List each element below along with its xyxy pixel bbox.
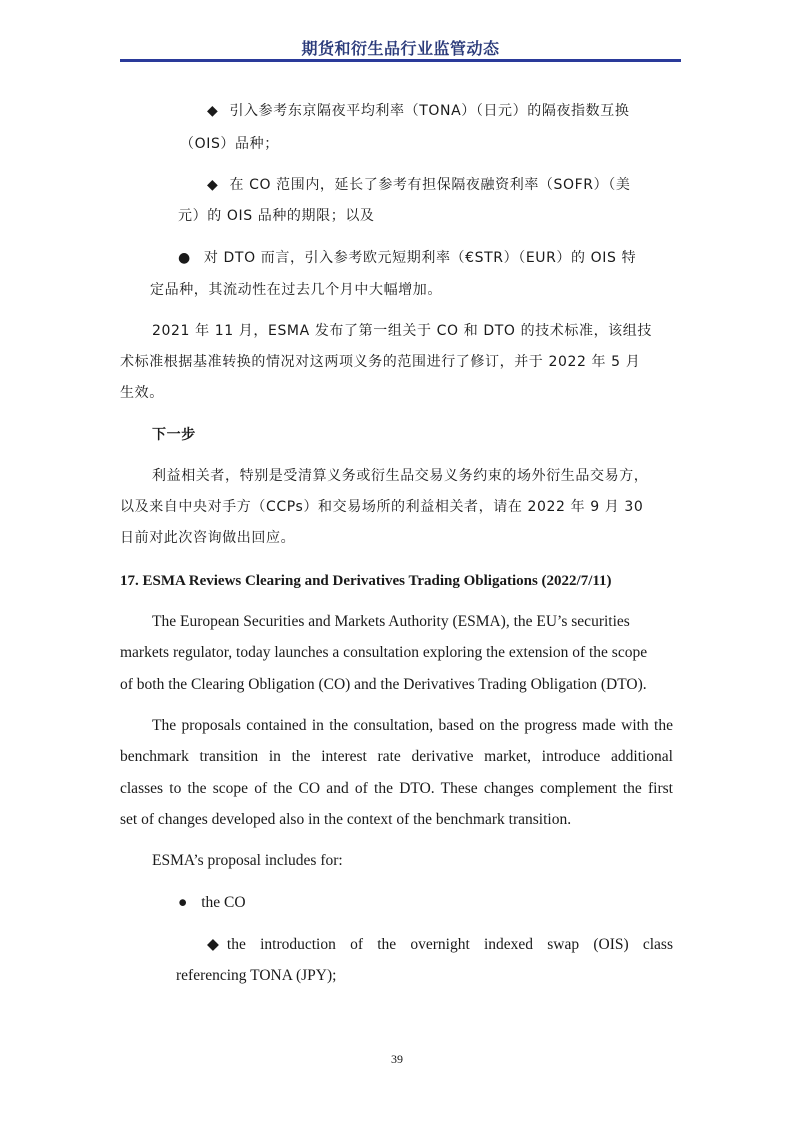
header-rule [120,59,681,62]
paragraph-line: The European Securities and Markets Authority (ESMA), the EU’s securities [152,613,630,630]
list-item [207,175,630,195]
list-item-text: the introduction of the overnight indexed swap (OIS) class [226,936,673,953]
paragraph-line: 以及来自中央对手方（CCPs）和交易场所的利益相关者，请在 2022 年 9 月 30 [120,499,644,515]
paragraph-line: 利益相关者，特别是受清算义务或衍生品交易义务约束的场外衍生品交易方， [152,468,649,484]
paragraph-line: set of changes developed also in the context of the benchmark transition. [120,811,572,828]
list-item [207,101,629,121]
paragraph-line: 术标准根据基准转换的情况对这两项义务的范围进行了修订，并于 2022 年 5 月 [120,354,641,370]
paragraph-line: The proposals contained in the consultation, based on the progress made with the [152,717,673,734]
paragraph-line: benchmark transition in the interest rate derivative market, introduce additional [120,748,673,765]
circle-bullet-icon: ● [178,250,191,266]
paragraph-line: ESMA’s proposal includes for: [152,852,343,869]
paragraph-line: of both the Clearing Obligation (CO) and the Derivatives Trading Obligation (DTO). [120,676,647,693]
circle-bullet-icon: ● [178,894,188,911]
diamond-bullet-icon: ◆ [207,177,219,193]
paragraph-line: classes to the scope of the CO and of the DTO. These changes complement the first [120,780,673,797]
list-item-continuation: 元）的 OIS 品种的期限；以及 [178,208,375,224]
paragraph-line: markets regulator, today launches a consultation exploring the extension of the scope [120,644,648,661]
section-heading: 17. ESMA Reviews Clearing and Derivatives Trading Obligations (2022/7/11) [120,573,612,589]
paragraph-line: 2021 年 11 月，ESMA 发布了第一组关于 CO 和 DTO 的技术标准，该组技 [152,323,652,339]
page-number: 39 [391,1052,403,1066]
list-item [178,893,246,913]
list-item-continuation: referencing TONA (JPY); [176,967,337,984]
page-header-title: 期货和衍生品行业监管动态 [301,39,500,58]
list-item-text: the CO [201,894,246,911]
diamond-bullet-icon: ◆ [207,936,219,953]
list-item-continuation: （OIS）品种； [180,136,279,152]
subheading-next-step: 下一步 [152,427,196,443]
list-item-text: 对 DTO 而言，引入参考欧元短期利率（€STR）（EUR）的 OIS 特 [203,250,637,266]
list-item-text: 引入参考东京隔夜平均利率（TONA）（日元）的隔夜指数互换 [229,103,630,119]
diamond-bullet-icon: ◆ [207,103,219,119]
paragraph-line: 日前对此次咨询做出回应。 [120,530,296,546]
list-item-continuation: 定品种，其流动性在过去几个月中大幅增加。 [150,282,442,298]
list-item-text: 在 CO 范围内，延长了参考有担保隔夜融资利率（SOFR）（美 [229,177,631,193]
list-item [178,248,636,268]
list-item [207,935,673,955]
paragraph-line: 生效。 [120,385,164,401]
